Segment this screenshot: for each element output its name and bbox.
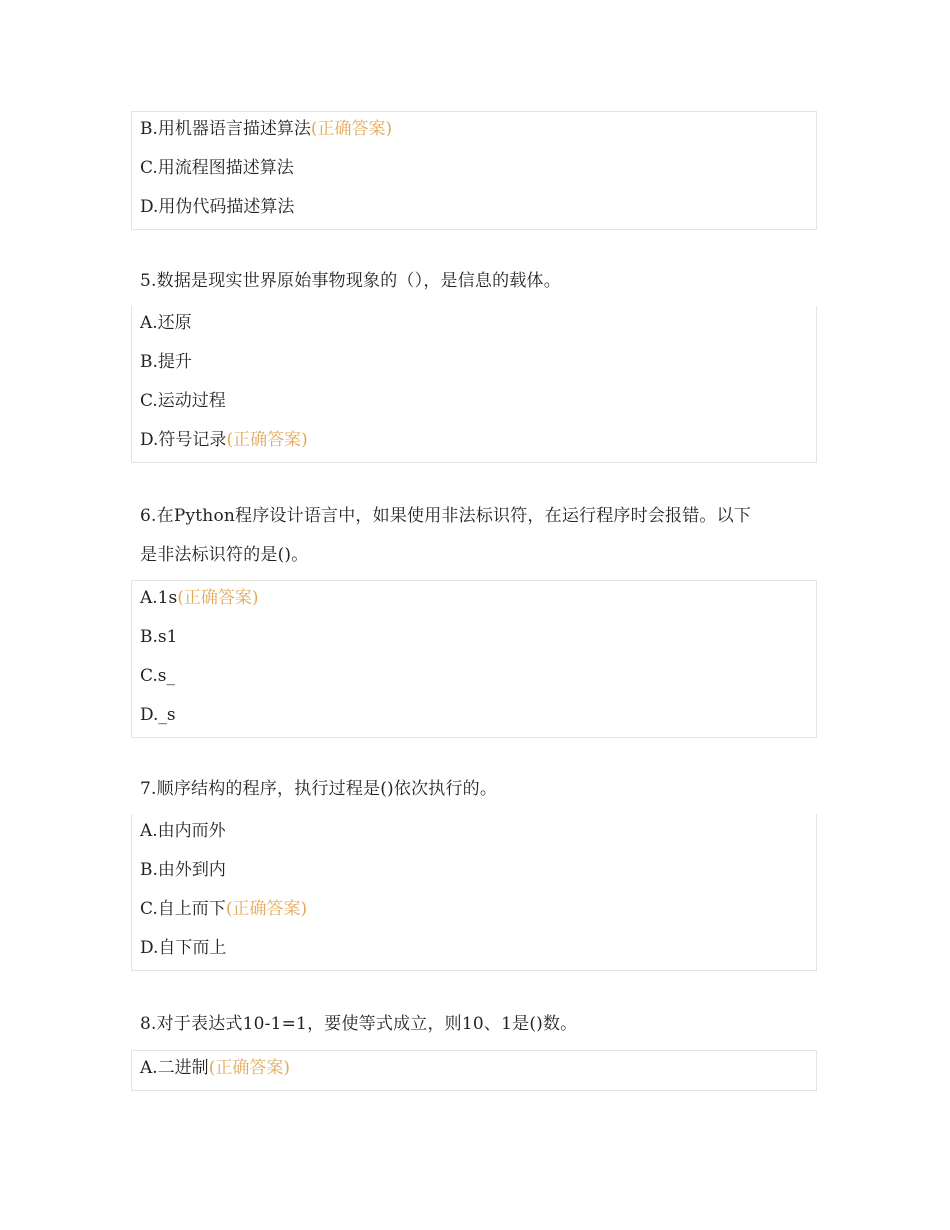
option-text: C.自上而下	[140, 899, 226, 919]
options-box-q5	[131, 306, 817, 463]
option-text: B.由外到内	[140, 860, 226, 880]
correct-answer-mark: (正确答案)	[225, 899, 308, 919]
option-q8-a[interactable]	[132, 1051, 816, 1090]
options-box-q8	[131, 1050, 817, 1091]
option-text: A.二进制	[140, 1058, 209, 1078]
option-text: C.用流程图描述算法	[140, 158, 294, 178]
options-box-q7	[131, 814, 817, 971]
option-q6-c[interactable]	[132, 659, 816, 698]
option-text: B.用机器语言描述算法	[140, 119, 311, 139]
question-8-text: 8.对于表达式10-1=1，要使等式成立，则10、1是()数。	[140, 1014, 578, 1034]
option-text: D.符号记录	[140, 430, 227, 450]
option-text: A.还原	[140, 313, 192, 333]
option-q6-a[interactable]	[132, 581, 816, 620]
option-text: D.自下而上	[140, 938, 227, 958]
option-text: B.s1	[140, 627, 178, 647]
option-text: C.s_	[140, 666, 176, 686]
option-q4-d[interactable]	[132, 190, 816, 229]
question-5-text: 5.数据是现实世界原始事物现象的（），是信息的载体。	[140, 271, 561, 291]
option-text: D.用伪代码描述算法	[140, 197, 295, 217]
option-q5-c[interactable]	[132, 384, 816, 423]
question-6-line-1: 6.在Python程序设计语言中，如果使用非法标识符，在运行程序时会报错。以下	[140, 506, 752, 526]
option-q5-a[interactable]	[132, 306, 816, 345]
question-6-text	[140, 497, 820, 575]
options-box-q4	[131, 111, 817, 230]
option-text: D._s	[140, 705, 176, 725]
option-q7-d[interactable]	[132, 931, 816, 970]
option-text: C.运动过程	[140, 391, 226, 411]
correct-answer-mark: (正确答案)	[177, 588, 259, 608]
option-text: B.提升	[140, 352, 192, 372]
option-q4-c[interactable]	[132, 151, 816, 190]
option-text: A.1s	[140, 588, 178, 608]
option-q7-b[interactable]	[132, 853, 816, 892]
option-q6-d[interactable]	[132, 698, 816, 737]
option-q6-b[interactable]	[132, 620, 816, 659]
option-q7-c[interactable]	[132, 892, 816, 931]
option-q4-b[interactable]	[132, 112, 816, 151]
options-box-q6	[131, 580, 817, 738]
option-q5-b[interactable]	[132, 345, 816, 384]
option-q5-d[interactable]	[132, 423, 816, 462]
option-text: A.由内而外	[140, 821, 226, 841]
correct-answer-mark: (正确答案)	[208, 1058, 290, 1078]
question-7-text: 7.顺序结构的程序，执行过程是()依次执行的。	[140, 779, 498, 799]
correct-answer-mark: (正确答案)	[310, 119, 393, 139]
question-6-line-2: 是非法标识符的是()。	[140, 545, 309, 565]
option-q7-a[interactable]	[132, 814, 816, 853]
correct-answer-mark: (正确答案)	[226, 430, 308, 450]
